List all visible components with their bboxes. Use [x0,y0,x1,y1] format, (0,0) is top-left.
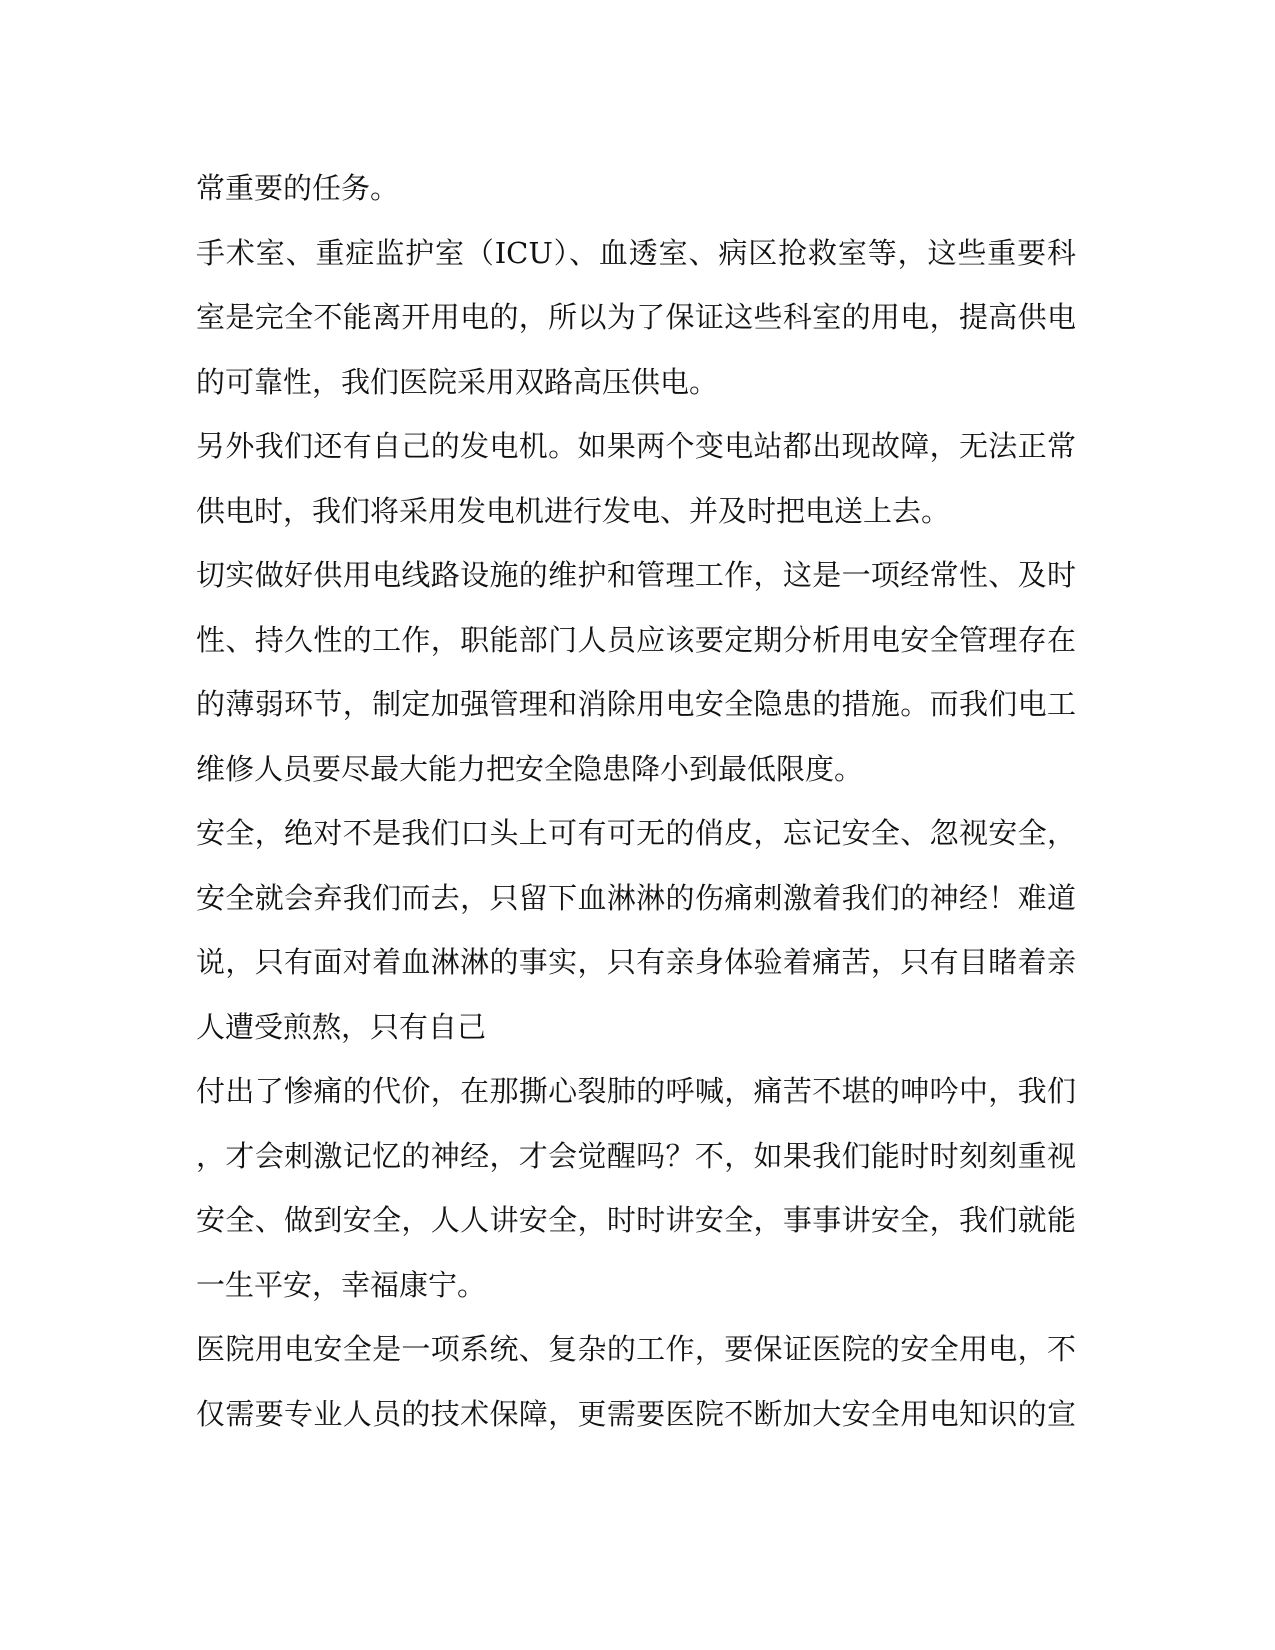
text-line-4: 的可靠性，我们医院采用双路高压供电。 [196,364,719,399]
text-line-7: 切实做好供用电线路设施的维护和管理工作，这是一项经常性、及时 [196,558,1076,592]
text-line-1: 常重要的任务。 [196,171,400,205]
body-text [196,156,1076,1446]
text-line-3: 室是完全不能离开用电的，所以为了保证这些科室的用电，提高供电 [196,300,1076,334]
text-line-17: 安全、做到安全，人人讲安全，时时讲安全，事事讲安全，我们就能 [196,1203,1076,1237]
text-line-9: 的薄弱环节，制定加强管理和消除用电安全隐患的措施。而我们电工 [196,687,1076,721]
text-line-14: 人遭受煎熬，只有自己 [196,1009,487,1044]
text-line-5: 另外我们还有自己的发电机。如果两个变电站都出现故障，无法正常 [196,429,1076,463]
text-line-11: 安全，绝对不是我们口头上可有可无的俏皮，忘记安全、忽视安全， [196,816,1076,850]
text-line-12: 安全就会弃我们而去，只留下血淋淋的伤痛刺激着我们的神经！难道 [196,880,1076,915]
text-line-20: 仅需要专业人员的技术保障，更需要医院不断加大安全用电知识的宣 [196,1396,1076,1431]
text-line-8: 性、持久性的工作，职能部门人员应该要定期分析用电安全管理存在 [196,622,1076,657]
text-line-6: 供电时，我们将采用发电机进行发电、并及时把电送上去。 [196,493,951,528]
text-line-15: 付出了惨痛的代价，在那撕心裂肺的呼喊，痛苦不堪的呻吟中，我们 [196,1074,1076,1108]
text-line-19: 医院用电安全是一项系统、复杂的工作，要保证医院的安全用电，不 [196,1332,1076,1366]
text-line-18: 一生平安，幸福康宁。 [196,1267,487,1302]
text-line-2: 手术室、重症监护室（ICU）、血透室、病区抢救室等，这些重要科 [196,235,1076,270]
text-line-10: 维修人员要尽最大能力把安全隐患降小到最低限度。 [196,751,864,786]
text-line-13: 说，只有面对着血淋淋的事实，只有亲身体验着痛苦，只有目睹着亲 [196,945,1076,979]
text-line-16: ，才会刺激记忆的神经，才会觉醒吗？不，如果我们能时时刻刻重视 [196,1138,1076,1173]
